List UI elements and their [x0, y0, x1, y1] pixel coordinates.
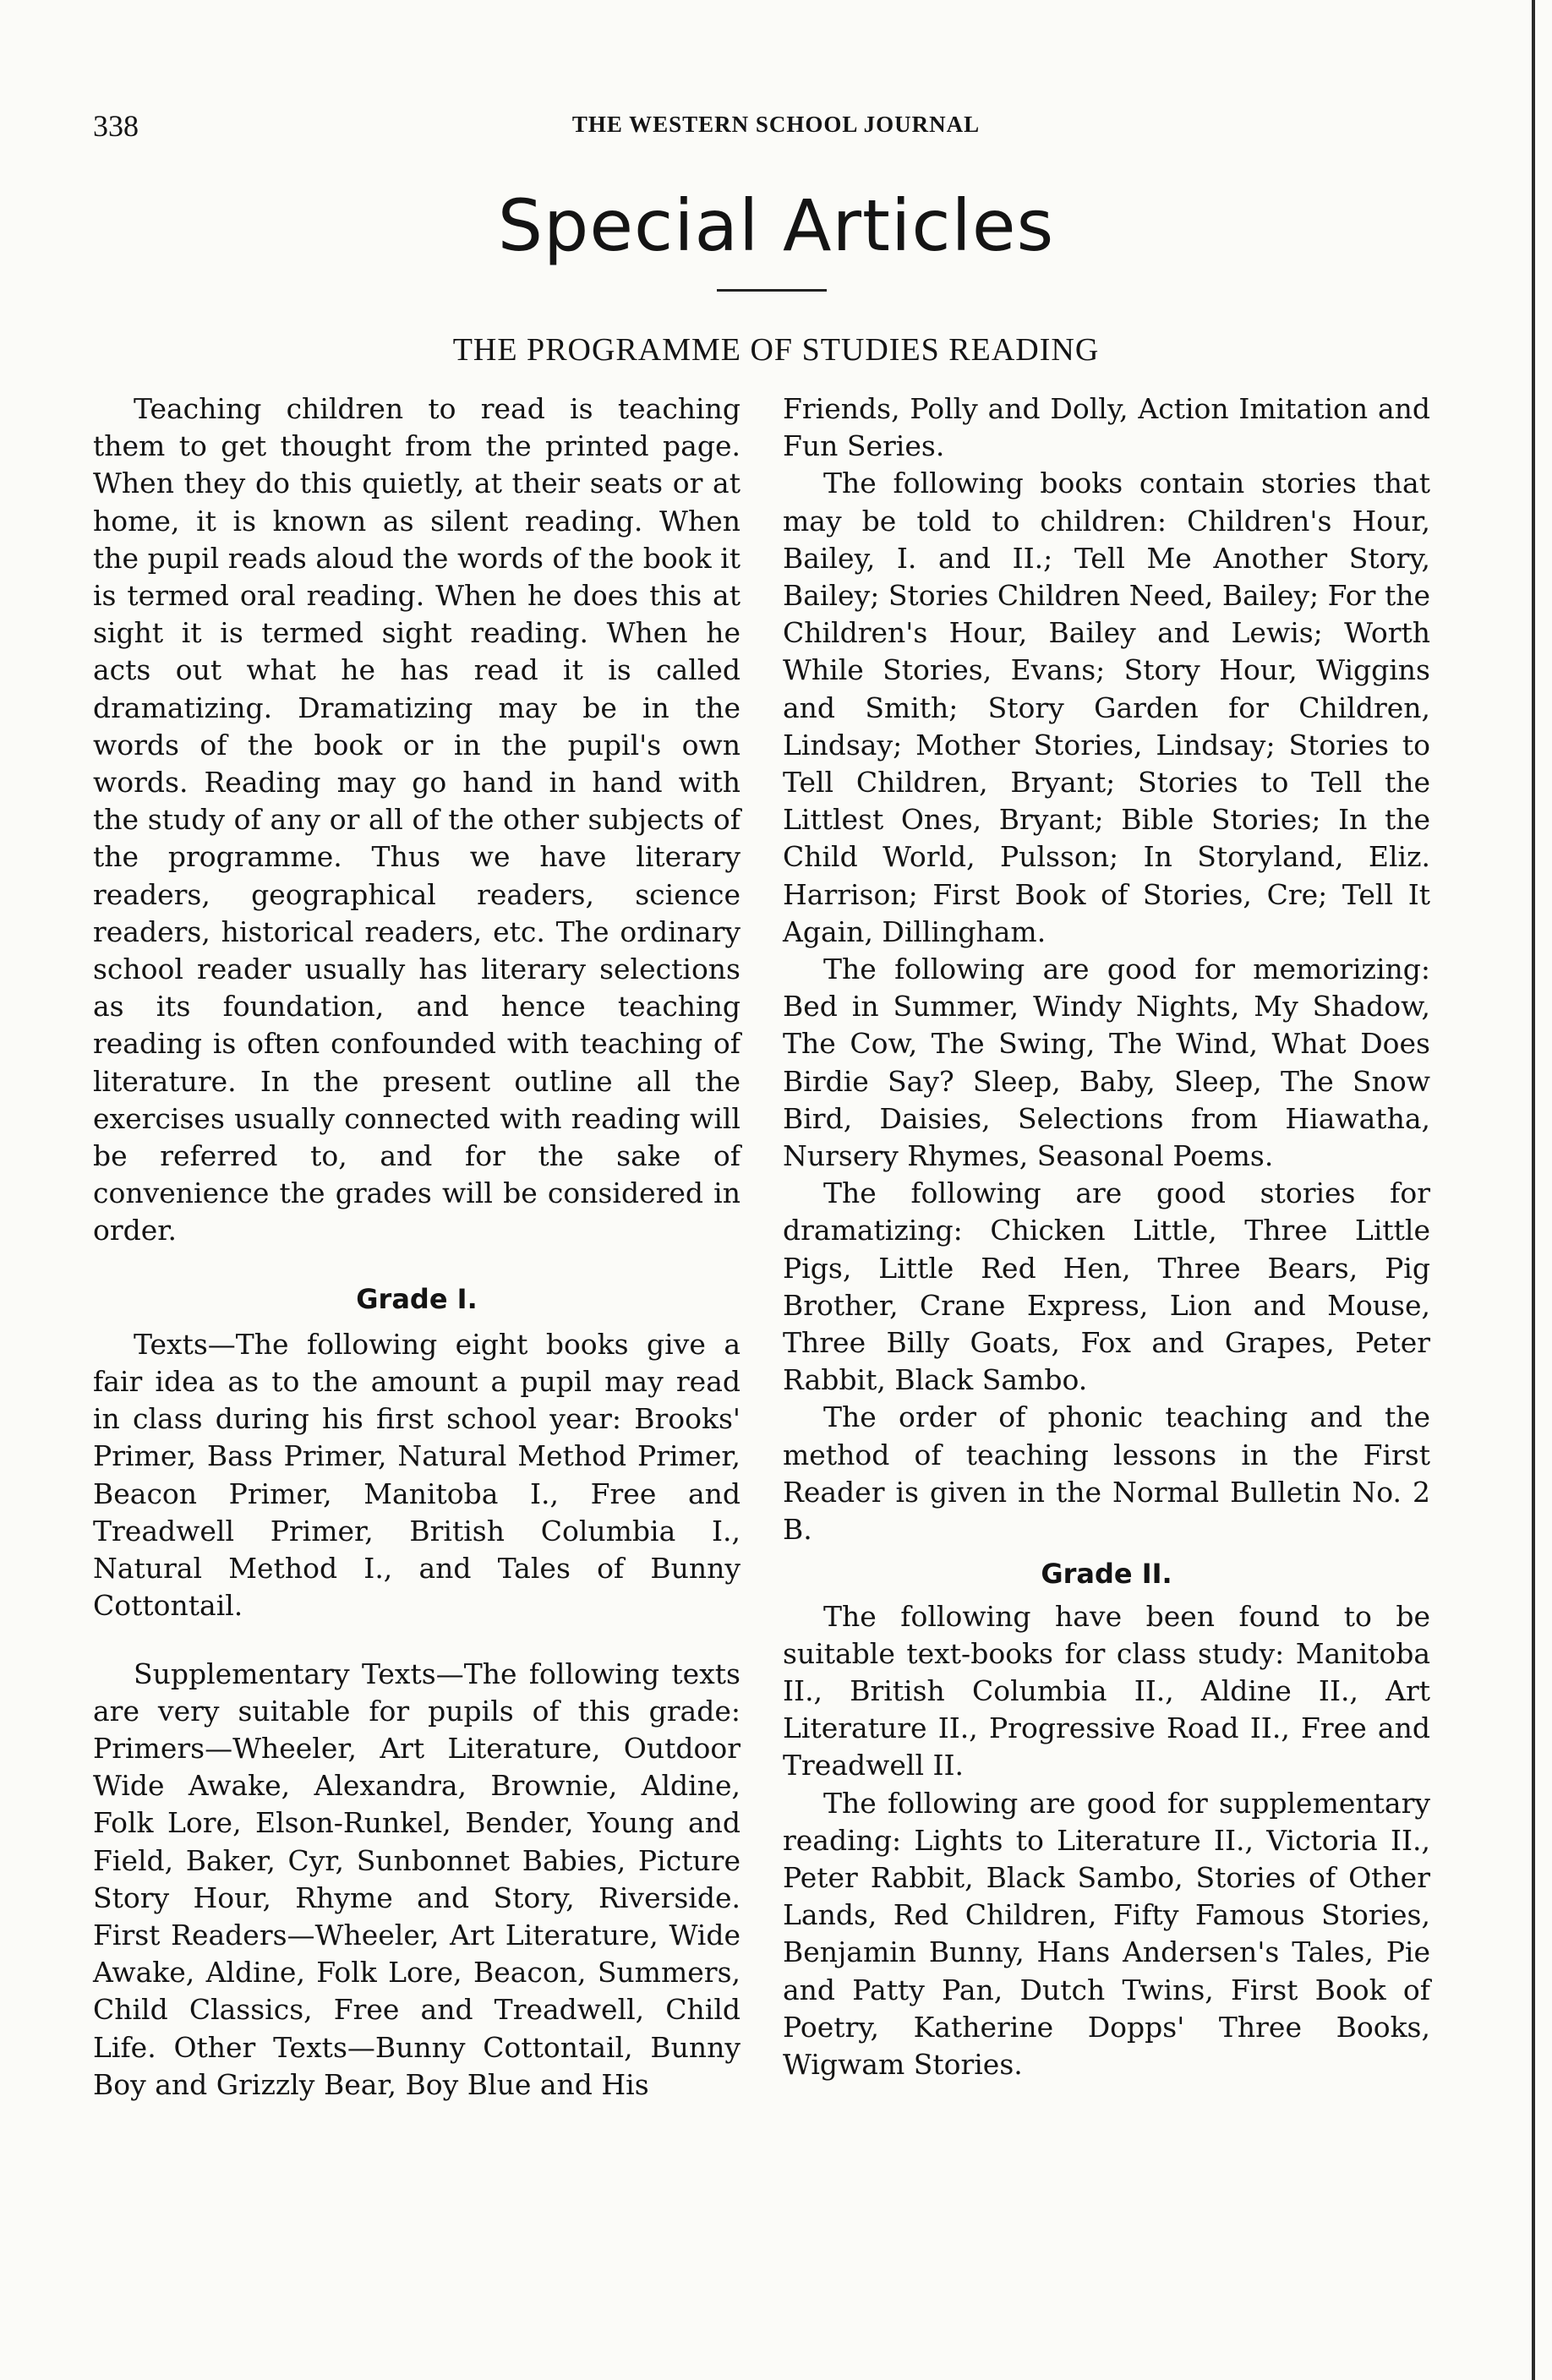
paragraph-gap — [93, 1625, 740, 1656]
paragraph-supplementary-texts: Supplementary Texts—The following texts are very suitable for pupils of this grade: Primers—Wheeler, Art Literature, Outdoor Wide Awake, Alexandra, Brownie, Aldine, Folk Lore, Elson-Runkel, Bender, Young and Field, Baker, Cyr, Sunbonnet Babies, Picture Story Hour, Rhyme and Story, Riverside. First Readers—Wheeler, Art Literature, Wide Awake, Aldine, Folk Lore, Beacon, Summers, Child Classics, Free and Treadwell, Child Life. Other Texts—Bunny Cottontail, Bunny Boy and Grizzly Bear, Boy Blue and His — [93, 1657, 740, 2101]
paragraph-phonic-teaching: The order of phonic teaching and the method of teaching lessons in the First Reader is given in the Normal Bulletin No. 2 B. — [783, 1400, 1430, 1547]
grade-2-heading: Grade II. — [1041, 1558, 1172, 1591]
page-number: 338 — [93, 109, 139, 143]
left-column — [93, 390, 740, 2104]
running-head: THE WESTERN SCHOOL JOURNAL — [571, 112, 981, 137]
paragraph-intro: Teaching children to read is teaching them to get thought from the printed page. When they do this quietly, at their seats or at home, it is known as silent reading. When the pupil reads aloud the words of the book it is termed oral reading. When he does this at sight it is termed sight reading. When he acts out what he has read it is called dramatizing. Dramatizing may be in the words of the book or in the pupil's own words. Reading may go hand in hand with the study of any or all of the other subjects of the programme. Thus we have literary readers, geographical readers, science readers, historical readers, etc. The ordinary school reader usually has literary selections as its foundation, and hence teaching reading is often confounded with teaching of literature. In the present outline all the exercises usually connected with reading will be referred to, and for the sake of convenience the grades will be considered in order. — [93, 392, 740, 1247]
grade-1-heading: Grade I. — [356, 1282, 478, 1315]
paragraph-texts: Texts—The following eight books give a fair idea as to the amount a pupil may read in class during his first school year: Brooks' Primer, Bass Primer, Natural Method Primer, Beacon Primer, Manitoba I., Free and Treadwell Primer, British Columbia I., Natural Method I., and Tales of Bunny Cottontail. — [93, 1327, 740, 1623]
paragraph-dramatizing: The following are good stories for dramatizing: Chicken Little, Three Little Pigs, Little Red Hen, Three Bears, Pig Brother, Crane Express, Lion and Mouse, Three Billy Goats, Fox and Grapes, Peter Rabbit, Black Sambo. — [783, 1176, 1430, 1397]
paragraph-stories-to-tell: The following books contain stories that may be told to children: Children's Hour, Bailey, I. and II.; Tell Me Another Story, Bailey; Stories Children Need, Bailey; For the Children's Hour, Bailey and Lewis; Worth While Stories, Evans; Story Hour, Wiggins and Smith; Story Garden for Children, Lindsay; Mother Stories, Lindsay; Stories to Tell Children, Bryant; Stories to Tell the Littlest Ones, Bryant; Bible Stories; In the Child World, Pulsson; In Storyland, Eliz. Harrison; First Book of Stories, Cre; Tell It Again, Dillingham. — [783, 467, 1430, 948]
paragraph-supplementary-reading: The following are good for supplementary reading: Lights to Literature II., Victoria II., Peter Rabbit, Black Sambo, Stories of Other Lands, Red Children, Fifty Famous Stories, Benjamin Bunny, Hans Andersen's Tales, Pie and Patty Pan, Dutch Twins, First Book of Poetry, Katherine Dopps' Three Books, Wigwam Stories. — [783, 1786, 1430, 2081]
paragraph-class-study: The following have been found to be suitable text-books for class study: Manitoba II., British Columbia II., Aldine II., Art Literature II., Progressive Road II., Free and Treadwell II. — [783, 1599, 1430, 1782]
right-column — [783, 390, 1430, 2083]
paragraph-continued: Friends, Polly and Dolly, Action Imitation and Fun Series. — [783, 392, 1430, 463]
page-header — [0, 108, 1552, 159]
section-title: Special Articles — [497, 184, 1055, 267]
article-title: THE PROGRAMME OF STUDIES READING — [452, 332, 1100, 368]
paragraph-memorizing: The following are good for memorizing: Bed in Summer, Windy Nights, My Shadow, The Cow, The Swing, The Wind, What Does Birdie Say? Sleep, Baby, Sleep, The Snow Bird, Daisies, Selections from Hiawatha, Nursery Rhymes, Seasonal Poems. — [783, 953, 1430, 1173]
title-rule — [717, 289, 827, 292]
